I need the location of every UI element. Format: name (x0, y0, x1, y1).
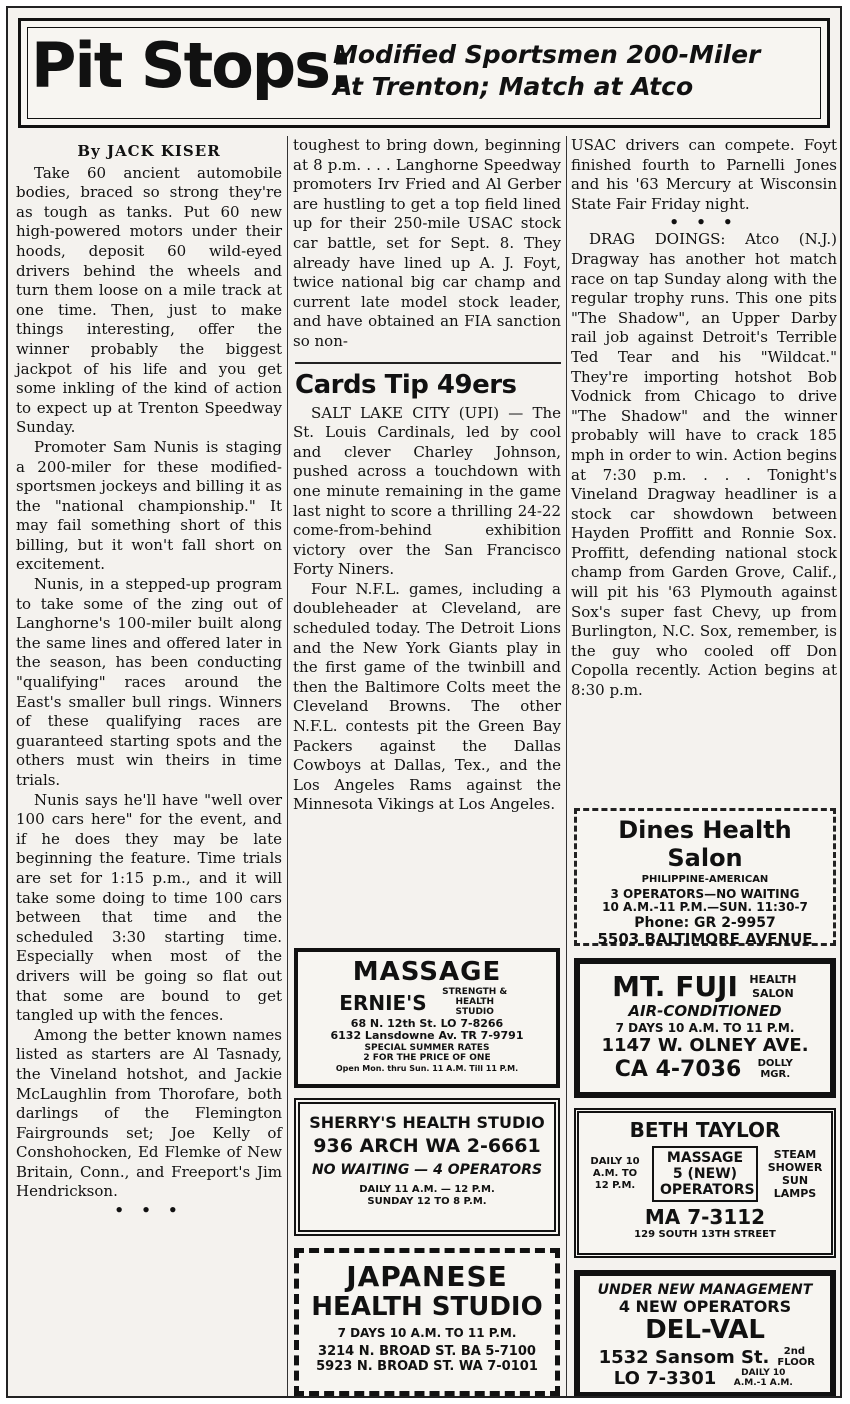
ad-hours: DAILY 10 A.M.-1 A.M. (733, 1367, 793, 1388)
ad-del-val (574, 1270, 836, 1398)
ad-line: 68 N. 12th St. LO 7-8266 (350, 1016, 504, 1030)
column-3 (571, 136, 837, 701)
ad-phone: MA 7-3112 (644, 1205, 766, 1230)
byline: By JACK KISER (77, 142, 221, 160)
column-rule (287, 136, 288, 1396)
ad-hours: DAILY 10 A.M. TO 12 P.M. (590, 1156, 640, 1192)
ad-line: NO WAITING — 4 OPERATORS (311, 1162, 543, 1179)
ad-phone: Phone: GR 2-9957 (634, 915, 776, 932)
headline-sub (333, 39, 760, 103)
article-paragraph: Take 60 ancient automobile bodies, braced so strong they're as tough as tanks. Put 60 new high-powered motors under their hoods, deposit 60 wild-eyed drivers behind the wheels and turn them loose on a mile track at one time. Then, just to make things interesting, offer the winner probably the biggest jackpot of his life and you get some inkling of the kind of action to expect up at Trenton Speedway Sunday. (16, 163, 282, 437)
ad-address: 1532 Sansom St. (598, 1346, 770, 1368)
ad-address: 1147 W. OLNEY AVE. (601, 1035, 809, 1057)
headline-sub-line1: Modified Sportsmen 200-Miler (333, 40, 761, 69)
column-rule (566, 136, 567, 1396)
ad-title: BETH TAYLOR (629, 1118, 781, 1142)
column-2 (293, 136, 561, 815)
ad-beth-taylor (574, 1108, 836, 1258)
article-paragraph: SALT LAKE CITY (UPI) — The St. Louis Cardinals, led by cool and clever Charley Johnson, pushed across a touchdown with one minute remaining in the game last night to score a thrilling 24-22 come-from-behind exhibition victory over the San Francisco Forty Niners. (293, 403, 561, 579)
article-paragraph: Nunis, in a stepped-up program to take some of the zing out of Langhorne's 100-miler built along the same lines and offered later in the season, has been conducting "qualifying" races around the East's smaller bull rings. Winners of these qualifying races are guaranteed starting spots and the others must win theirs in time trials. (16, 575, 282, 789)
ad-hours: 7 DAYS 10 A.M. TO 11 P.M. (337, 1326, 517, 1341)
ad-line: SUNDAY 12 TO 8 P.M. (367, 1195, 487, 1207)
ad-address: 5503 BALTIMORE AVENUE (597, 930, 813, 949)
ad-title: MASSAGE (352, 957, 502, 987)
ad-title: JAPANESE (346, 1260, 508, 1293)
ad-mgr: DOLLY MGR. (757, 1058, 793, 1081)
newspaper-page (6, 6, 842, 1398)
article-continuation: USAC drivers can compete. Foyt finished fourth to Parnelli Jones and his '63 Mercury at Wisconsin State Fair Friday night. (571, 136, 837, 213)
article-paragraph: Four N.F.L. games, including a doubleheader at Cleveland, are scheduled today. The Detroit Lions and the New York Giants play in the first game of the twinbill and then the Baltimore Colts meet the Cleveland Browns. The other N.F.L. contests pit the Green Bay Packers against the Dallas Cowboys at Dallas, Tex., and the Los Angeles Rams against the Minnesota Vikings at Los Angeles. (293, 579, 561, 814)
ad-center-box: MASSAGE 5 (NEW) OPERATORS (652, 1146, 758, 1202)
cards-headline: Cards Tip 49ers (295, 362, 561, 402)
ad-name: ERNIE'S (339, 990, 427, 1015)
article-paragraph: Nunis says he'll have "well over 100 cars here" for the event, and if he does they may be late beginning the feature. Time trials are set for 1:15 p.m., and it will take some doing to time 100 cars between that time and the scheduled 3:30 starting time. Especially when most of the drivers will be going so flat out that some are bound to get tangled up with the fences. (16, 790, 282, 1025)
ad-line: 6132 Lansdowne Av. TR 7-9791 (330, 1029, 524, 1043)
ad-title-2: HEALTH STUDIO (311, 1292, 543, 1323)
ad-sherrys-health-studio (294, 1098, 560, 1236)
ad-line: AIR-CONDITIONED (628, 1002, 782, 1020)
section-dots: • • • (114, 1201, 184, 1220)
section-dots: • • • (669, 213, 739, 232)
ad-ernies-massage (294, 948, 560, 1088)
ad-phone: LO 7-3301 (613, 1368, 717, 1390)
ad-features: STEAM SHOWER SUN LAMPS (767, 1147, 823, 1201)
headline-main: Pit Stops: (31, 29, 352, 102)
ad-address: 129 SOUTH 13TH STREET (634, 1229, 776, 1241)
ad-phone: CA 4-7036 (614, 1056, 742, 1082)
ad-line: 3 OPERATORS—NO WAITING (610, 886, 800, 901)
drag-doings-paragraph: DRAG DOINGS: Atco (N.J.) Dragway has another hot match race on tap Sunday along with the regular trophy runs. This one pits "The Shadow", an Upper Darby rail job against Detroit's Terrible Ted Tear and his "Wildcat." They're importing hotshot Bob Vodnick from Chicago to drive "The Shadow" and the winner probably will have to crack 185 mph in order to win. Action begins at 7:30 p.m. . . . Tonight's Vineland Dragway headliner is a stock car showdown between Hayden Proffitt and Ronnie Sox. Proffitt, defending national stock champ from Garden Grove, Calif., will pit his '63 Plymouth against Sox's super fast Chevy, up from Burlington, N.C. Sox, remember, is the guy who cooled off Don Copolla recently. Action begins at 8:30 p.m. (571, 230, 837, 700)
ad-title: DEL-VAL (645, 1315, 765, 1346)
ad-title: MT. FUJI (612, 970, 738, 1003)
ad-line: 2 FOR THE PRICE OF ONE (363, 1053, 491, 1064)
headline-banner (18, 18, 830, 128)
ad-address: 5923 N. BROAD ST. WA 7-0101 (316, 1358, 538, 1374)
ad-subtitle: PHILIPPINE-AMERICAN (641, 874, 769, 886)
ad-line: 10 A.M.-11 P.M.—SUN. 11:30-7 (602, 900, 808, 915)
ad-line: 4 NEW OPERATORS (618, 1297, 792, 1317)
ad-tag: STRENGTH & HEALTH STUDIO (442, 986, 508, 1017)
article-continuation: toughest to bring down, beginning at 8 p.m. . . . Langhorne Speedway promoters Irv Fried and Al Gerber are hustling to get a top field lined up for their 250-mile USAC stock car battle, set for Sept. 8. They already have lined up A. J. Foyt, twice national big car champ and current late model stock leader, and have obtained an FIA sanction so non- (293, 136, 561, 350)
ad-address: 3214 N. BROAD ST. BA 5-7100 (318, 1343, 536, 1359)
ad-tag: HEALTH SALON (749, 973, 797, 1000)
ad-line: UNDER NEW MANAGEMENT (597, 1282, 813, 1298)
ad-japanese-health-studio (294, 1248, 560, 1396)
ad-title: Dines Health Salon (618, 816, 792, 872)
ad-line: DAILY 11 A.M. — 12 P.M. (359, 1184, 495, 1196)
article-paragraph: Promoter Sam Nunis is staging a 200-miler for these modified-sportsmen jockeys and billing it as the "national championship." It may fail something short of this billing, but it won't fall short on excitement. (16, 437, 282, 574)
ad-dines-health-salon (574, 808, 836, 949)
headline-sub-line2: At Trenton; Match at Atco (333, 72, 694, 101)
ad-line: SPECIAL SUMMER RATES (364, 1042, 490, 1053)
column-1 (16, 136, 282, 1218)
ad-mt-fuji (574, 958, 836, 1098)
ad-address: 936 ARCH WA 2-6661 (313, 1135, 541, 1158)
ad-line: Open Mon. thru Sun. 11 A.M. Till 11 P.M. (335, 1063, 519, 1073)
ad-line: 7 DAYS 10 A.M. TO 11 P.M. (615, 1021, 795, 1036)
article-paragraph: Among the better known names listed as starters are Al Tasnady, the Vineland hotshot, and Jackie McLaughlin from Thorofare, both darlings of the Flemington Fairgrounds set; Joe Kelly of Conshohocken, Ed Flemke of New Britain, Conn., and Freeport's Jim Hendrickson. (16, 1025, 282, 1201)
ad-floor: 2nd FLOOR (777, 1346, 815, 1369)
ad-title: SHERRY'S HEALTH STUDIO (309, 1113, 545, 1132)
